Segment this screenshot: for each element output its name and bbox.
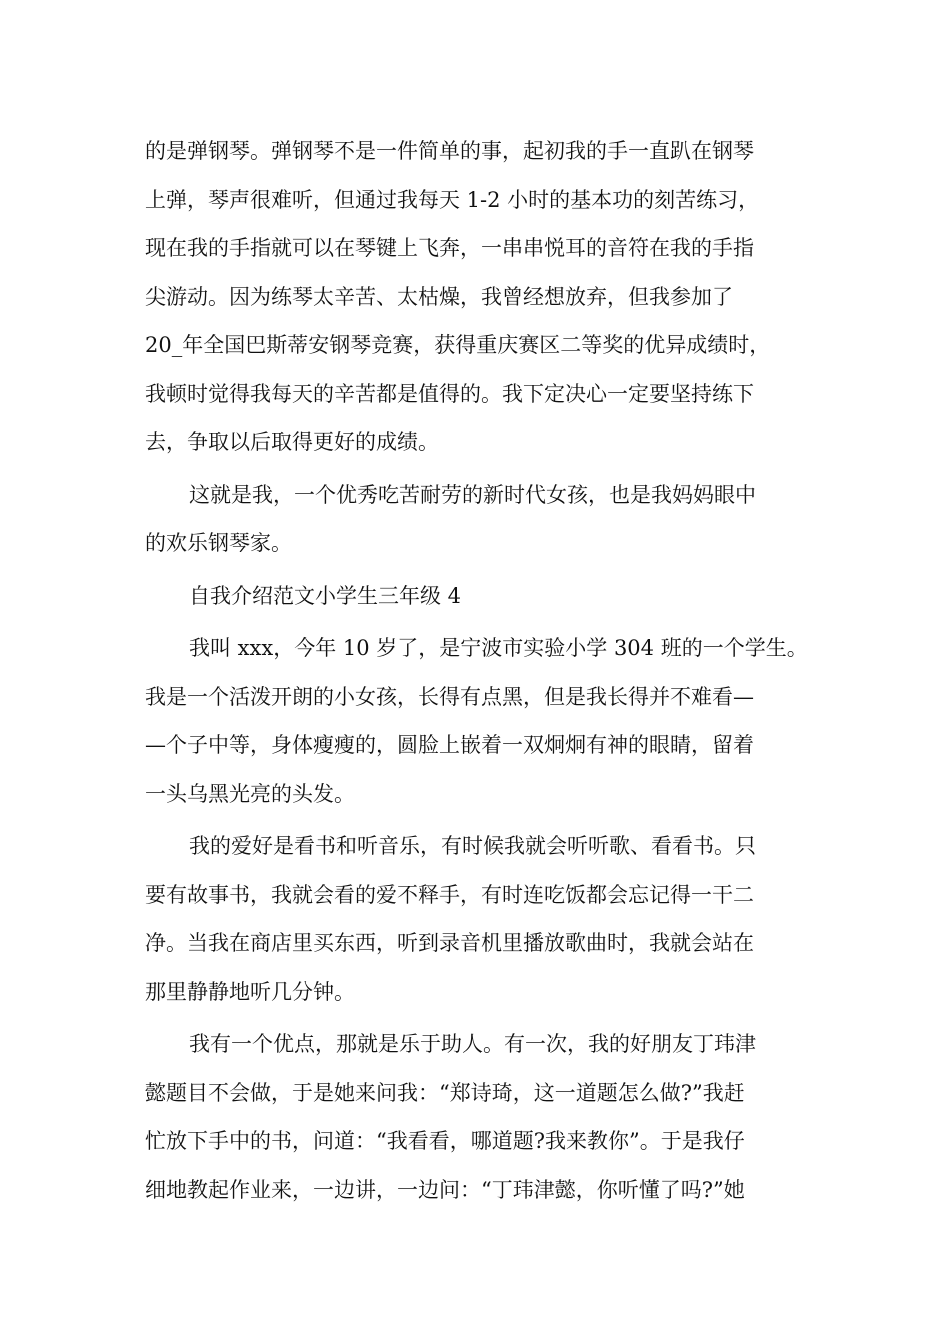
text-line: 要有故事书，我就会看的爱不释手，有时连吃饭都会忘记得一干二: [145, 882, 754, 907]
text-line: 的是弹钢琴。弹钢琴不是一件简单的事，起初我的手一直趴在钢琴: [145, 139, 754, 163]
text-line: 我顿时觉得我每天的辛苦都是值得的。我下定决心一定要坚持练下: [145, 381, 754, 406]
text-line: 我的爱好是看书和听音乐，有时候我就会听听歌、看看书。只: [189, 834, 756, 858]
heading-text: 自我介绍范文小学生三年级 4: [189, 583, 462, 608]
paragraph: [145, 1020, 825, 1214]
text-line: 去，争取以后取得更好的成绩。: [145, 430, 439, 454]
text-line: 细地教起作业来，一边讲，一边问：“丁玮津懿，你听懂了吗?”她: [145, 1177, 745, 1202]
document-body: [145, 127, 825, 1214]
text-line: 一头乌黑光亮的头发。: [145, 781, 355, 806]
text-line: 那里静静地听几分钟。: [145, 979, 355, 1004]
text-line: 懿题目不会做，于是她来问我：“郑诗琦，这一道题怎么做?”我赶: [145, 1080, 745, 1105]
section-heading: [145, 572, 825, 621]
text-line: 现在我的手指就可以在琴键上飞奔，一串串悦耳的音符在我的手指: [145, 236, 754, 260]
paragraph: [145, 822, 825, 1016]
paragraph: [145, 624, 825, 818]
paragraph: [145, 471, 825, 568]
text-line: 我叫 xxx，今年 10 岁了，是宁波市实验小学 304 班的一个学生。: [189, 636, 808, 660]
paragraph: [145, 127, 825, 467]
text-line: 我有一个优点，那就是乐于助人。有一次，我的好朋友丁玮津: [189, 1032, 756, 1056]
text-line: 上弹，琴声很难听，但通过我每天 1-2 小时的基本功的刻苦练习，: [145, 187, 760, 212]
text-line: —个子中等，身体瘦瘦的，圆脸上嵌着一双炯炯有神的眼睛，留着: [145, 733, 754, 757]
text-line: 净。当我在商店里买东西，听到录音机里播放歌曲时，我就会站在: [145, 931, 754, 955]
text-line: 的欢乐钢琴家。: [145, 531, 292, 555]
text-line: 这就是我，一个优秀吃苦耐劳的新时代女孩，也是我妈妈眼中: [189, 482, 756, 507]
text-line: 忙放下手中的书，问道：“我看看，哪道题?我来教你”。于是我仔: [145, 1129, 745, 1153]
text-line: 我是一个活泼开朗的小女孩，长得有点黑，但是我长得并不难看—: [145, 684, 754, 709]
text-line: 20_年全国巴斯蒂安钢琴竞赛，获得重庆赛区二等奖的优异成绩时，: [145, 333, 771, 357]
text-line: 尖游动。因为练琴太辛苦、太枯燥，我曾经想放弃，但我参加了: [145, 284, 733, 309]
